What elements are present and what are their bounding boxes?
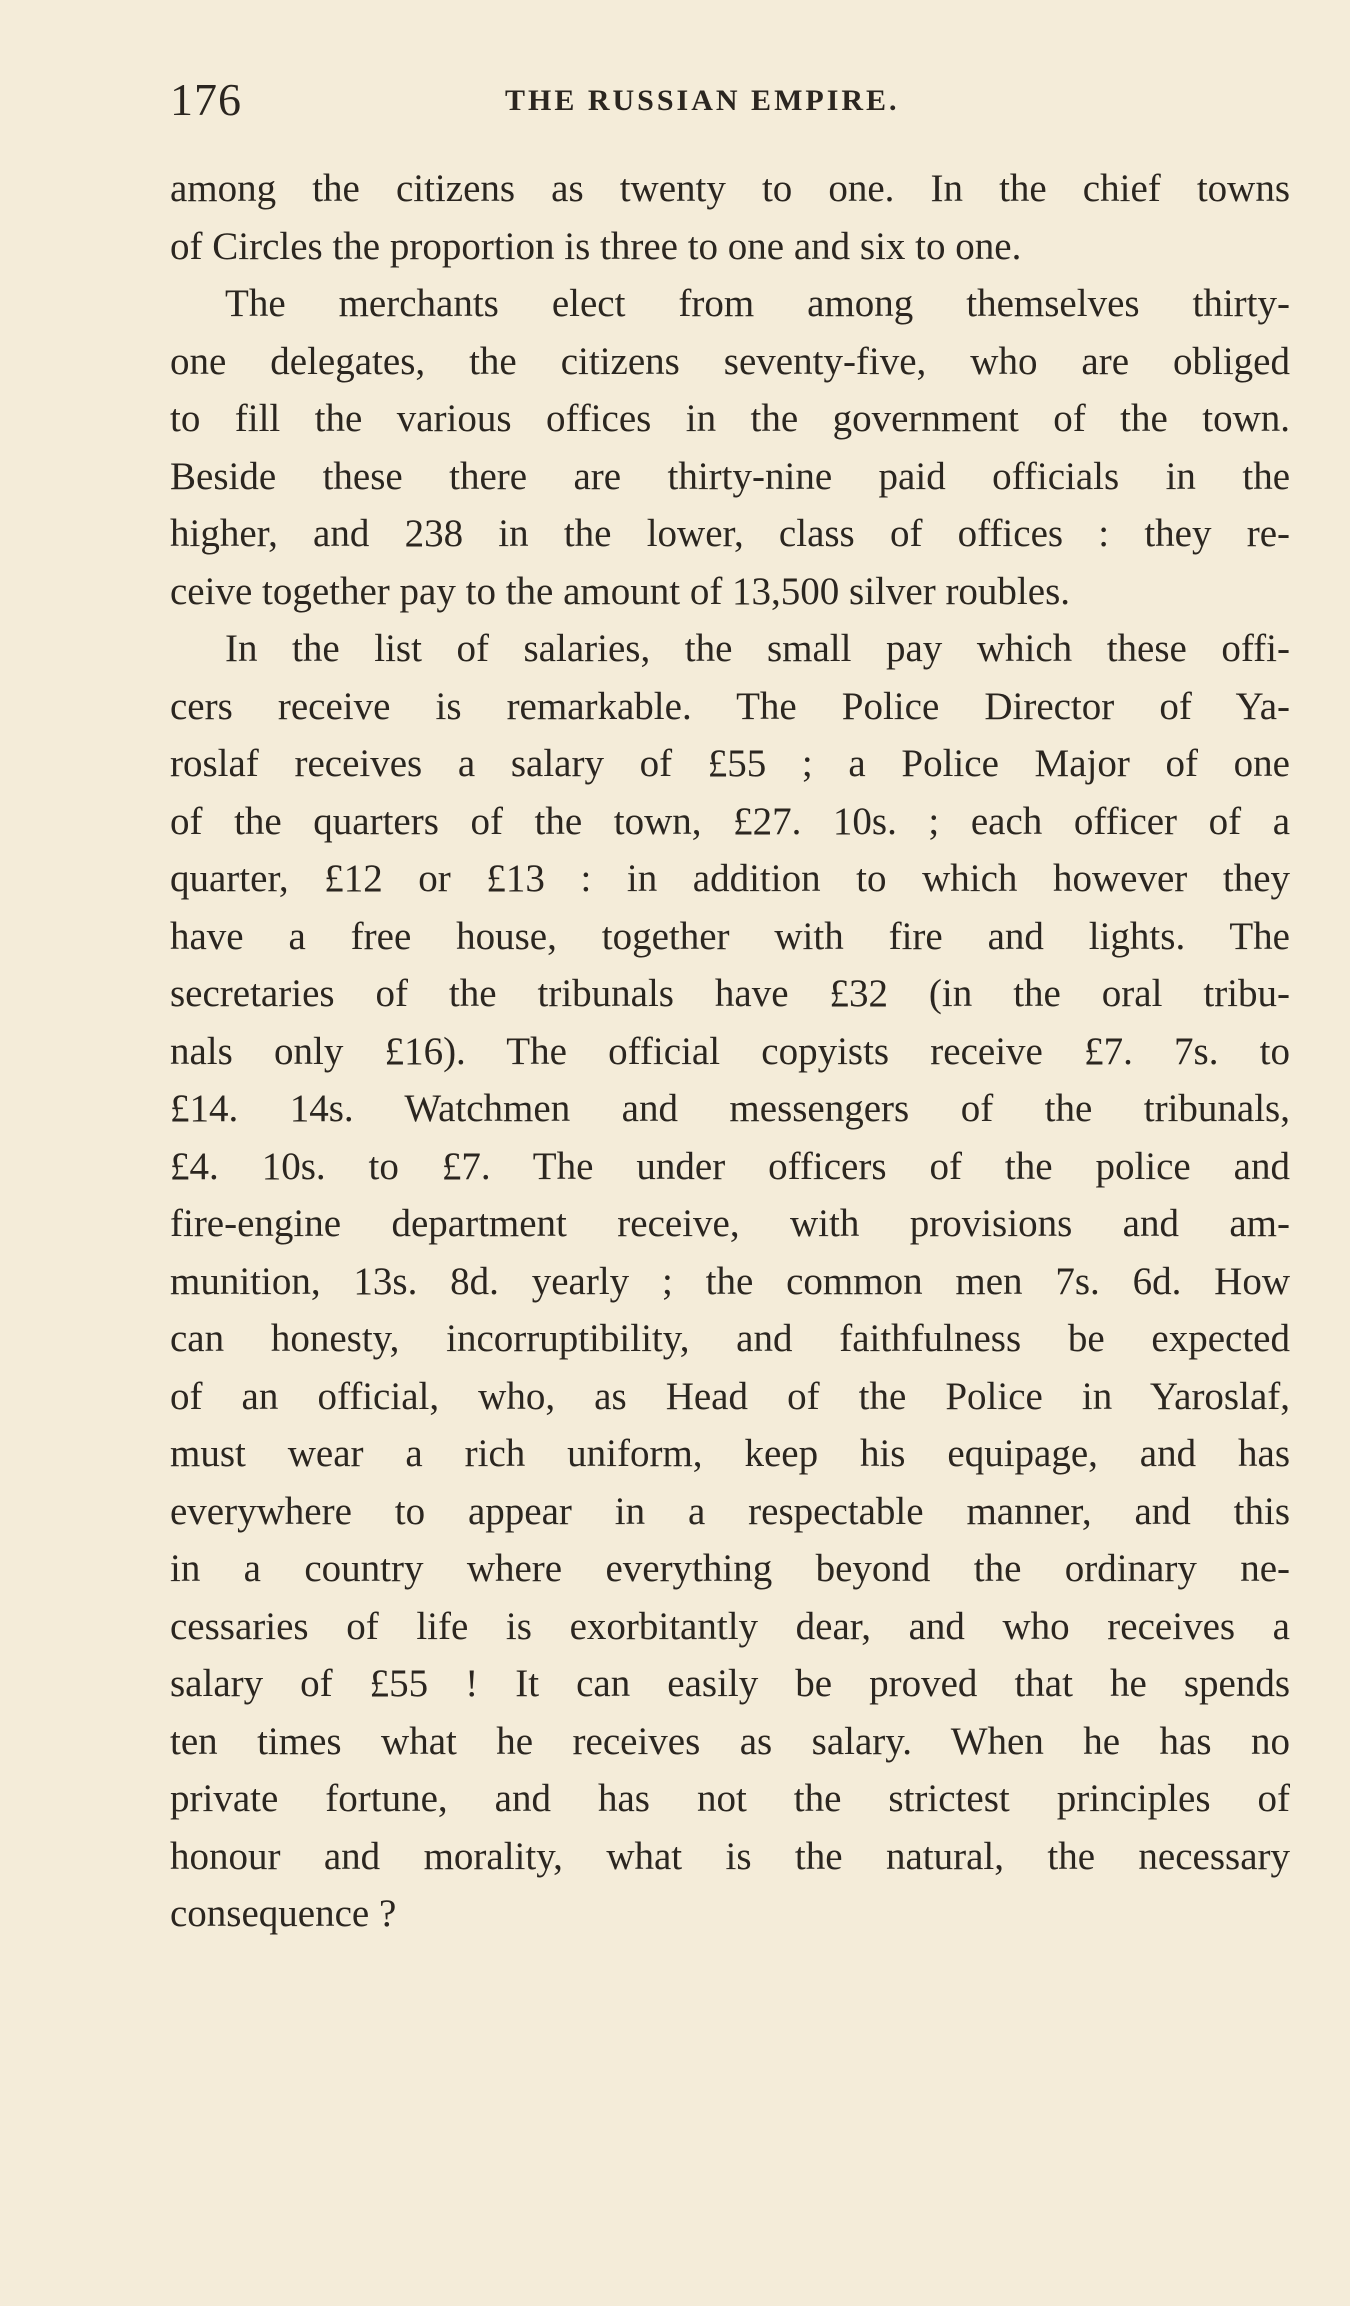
text-line: ten times what he receives as salary. When he has no <box>170 1719 1290 1763</box>
text-line: consequence ? <box>170 1892 397 1935</box>
text-line: £14. 14s. Watchmen and messengers of the tribunals, <box>170 1087 1290 1130</box>
text-line: cers receive is remarkable. The Police Director of Ya- <box>170 684 1290 728</box>
body-text <box>170 160 1290 1943</box>
text-line: In the list of salaries, the small pay which these offi- <box>225 627 1290 670</box>
text-line: private fortune, and has not the strictest principles of <box>170 1777 1290 1820</box>
text-line: among the citizens as twenty to one. In the chief towns <box>170 167 1290 210</box>
text-line: fire-engine department receive, with provisions and am- <box>170 1202 1290 1245</box>
text-line: of Circles the proportion is three to one and six to one. <box>170 224 1022 268</box>
text-line: roslaf receives a salary of £55 ; a Police Major of one <box>170 742 1290 785</box>
text-line: £4. 10s. to £7. The under officers of the police and <box>170 1144 1290 1188</box>
page-number: 176 <box>170 74 242 125</box>
text-line: must wear a rich uniform, keep his equipage, and has <box>170 1432 1290 1475</box>
text-line: secretaries of the tribunals have £32 (in the oral tribu- <box>170 972 1290 1015</box>
running-head <box>170 70 1290 130</box>
text-line: to fill the various offices in the government of the town. <box>170 397 1290 440</box>
text-line: higher, and 238 in the lower, class of offices : they re- <box>170 512 1290 555</box>
text-line: The merchants elect from among themselves thirty- <box>225 282 1290 325</box>
text-line: have a free house, together with fire and lights. The <box>170 914 1290 958</box>
text-line: one delegates, the citizens seventy-five, who are obliged <box>170 339 1290 383</box>
text-line: salary of £55 ! It can easily be proved that he spends <box>170 1662 1290 1705</box>
text-line: honour and morality, what is the natural, the necessary <box>170 1834 1290 1878</box>
text-line: can honesty, incorruptibility, and faithfulness be expected <box>170 1317 1290 1360</box>
text-line: quarter, £12 or £13 : in addition to which however they <box>170 857 1290 900</box>
running-title: THE RUSSIAN EMPIRE. <box>505 84 900 117</box>
text-line: in a country where everything beyond the ordinary ne- <box>170 1547 1290 1590</box>
text-line: ceive together pay to the amount of 13,500 silver roubles. <box>170 569 1071 613</box>
text-line: Beside these there are thirty-nine paid officials in the <box>170 454 1290 498</box>
text-line: nals only £16). The official copyists receive £7. 7s. to <box>170 1029 1290 1073</box>
text-line: munition, 13s. 8d. yearly ; the common men 7s. 6d. How <box>170 1259 1290 1303</box>
text-line: of an official, who, as Head of the Police in Yaroslaf, <box>170 1374 1290 1418</box>
text-line: everywhere to appear in a respectable manner, and this <box>170 1489 1290 1533</box>
text-line: of the quarters of the town, £27. 10s. ; each officer of a <box>170 799 1290 843</box>
text-line: cessaries of life is exorbitantly dear, and who receives a <box>170 1604 1290 1648</box>
